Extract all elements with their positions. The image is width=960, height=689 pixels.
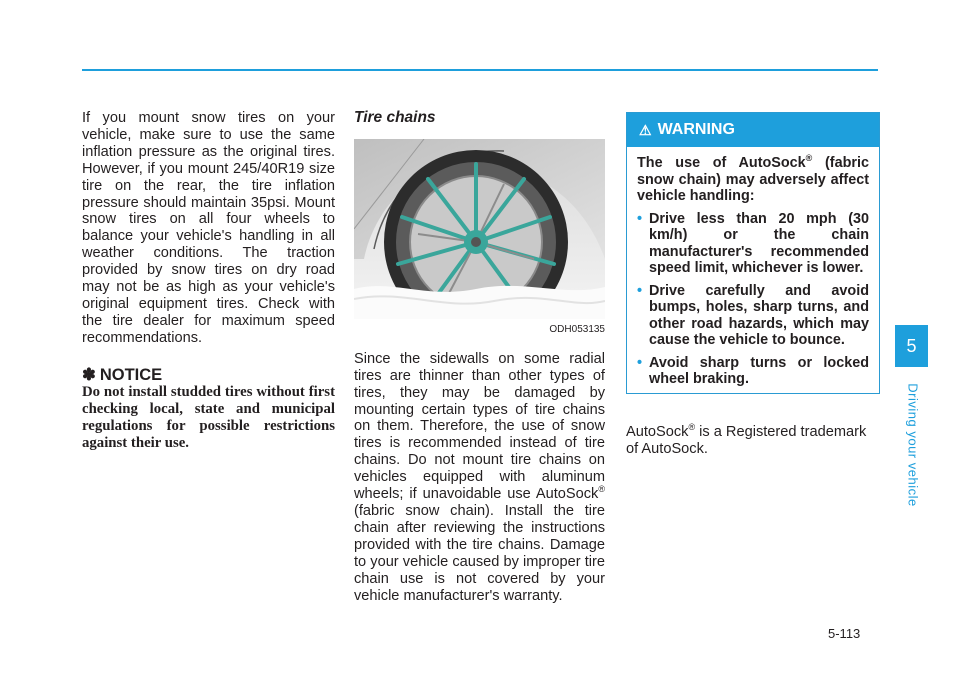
section-title: Tire chains [354, 109, 436, 126]
warning-body [627, 147, 879, 388]
warning-lead-b: (fabric snow chain) may adversely affect vehicle handling: [637, 155, 869, 204]
wheel-with-fabric-chain-image [354, 139, 605, 319]
tire-chains-text-a: Since the sidewalls on some radial tires are thinner than other types of tires, they may be damaged by mounting certain types of tire chains on them. Therefore, the use of snow tires is recommended instead of tire chains. Do not mount tire chains on vehicles equipped with aluminum wheels; if unavoidable use AutoSock [354, 350, 605, 503]
trademark-note [626, 424, 878, 458]
notice-text: Do not install studded tires without first checking local, state and municipal regulations for possible restrictions against their use. [82, 383, 335, 451]
column-left [82, 110, 335, 452]
tire-chain-illustration [354, 139, 605, 319]
warning-header [627, 113, 879, 147]
warning-item: • Drive carefully and avoid bumps, holes, sharp turns, and other road hazards, which may cause the vehicle to bounce. [637, 283, 869, 349]
notice-title: NOTICE [99, 365, 163, 384]
top-rule [82, 69, 878, 71]
warning-registered-mark: ® [805, 153, 813, 164]
trademark-a: AutoSock [626, 424, 689, 440]
trademark-registered-mark: ® [688, 422, 696, 433]
warning-list [637, 211, 869, 388]
registered-mark: ® [598, 484, 605, 495]
warning-title: WARNING [657, 120, 735, 138]
trademark-b: is a Registered trademark of AutoSock. [626, 424, 867, 457]
warning-lead [637, 155, 869, 205]
column-right [626, 110, 878, 458]
warning-lead-a: The use of AutoSock [637, 155, 806, 171]
chapter-label: Driving your vehicle [905, 383, 921, 507]
notice-star-icon: ✽ [82, 365, 96, 384]
warning-box [626, 112, 880, 394]
notice-heading [82, 367, 335, 384]
warning-item: • Drive less than 20 mph (30 km/h) or the chain manufacturer's recommended speed limit, whichever is lower. [637, 211, 869, 277]
warning-triangle-icon: ⚠ [639, 121, 652, 138]
warning-item: • Avoid sharp turns or locked wheel braking. [637, 355, 869, 388]
tire-chains-text-b: (fabric snow chain). Install the tire chain after reviewing the instructions provided with the tire chains. Damage to your vehicle caused by improper tire chain use is not covered by your vehicle manufacturer's warranty. [354, 502, 605, 604]
figure-code: ODH053135 [549, 323, 605, 335]
intro-paragraph: If you mount snow tires on your vehicle, make sure to use the same inflation pressure as the original tires. However, if you mount 245/40R19 size tire on the rear, the tire inflation pressure should maintain 35psi. Mount snow tires on all four wheels to balance your vehicle's handling in all weather conditions. The traction provided by snow tires on dry road may not be as high as your vehicle's original equipment tires. Check with the tire dealer for maximum speed recommendations. [82, 110, 335, 346]
tire-chains-paragraph [354, 351, 605, 605]
column-middle [354, 110, 605, 604]
page-number: 5-113 [828, 626, 861, 641]
chapter-tab: 5 [895, 325, 928, 367]
